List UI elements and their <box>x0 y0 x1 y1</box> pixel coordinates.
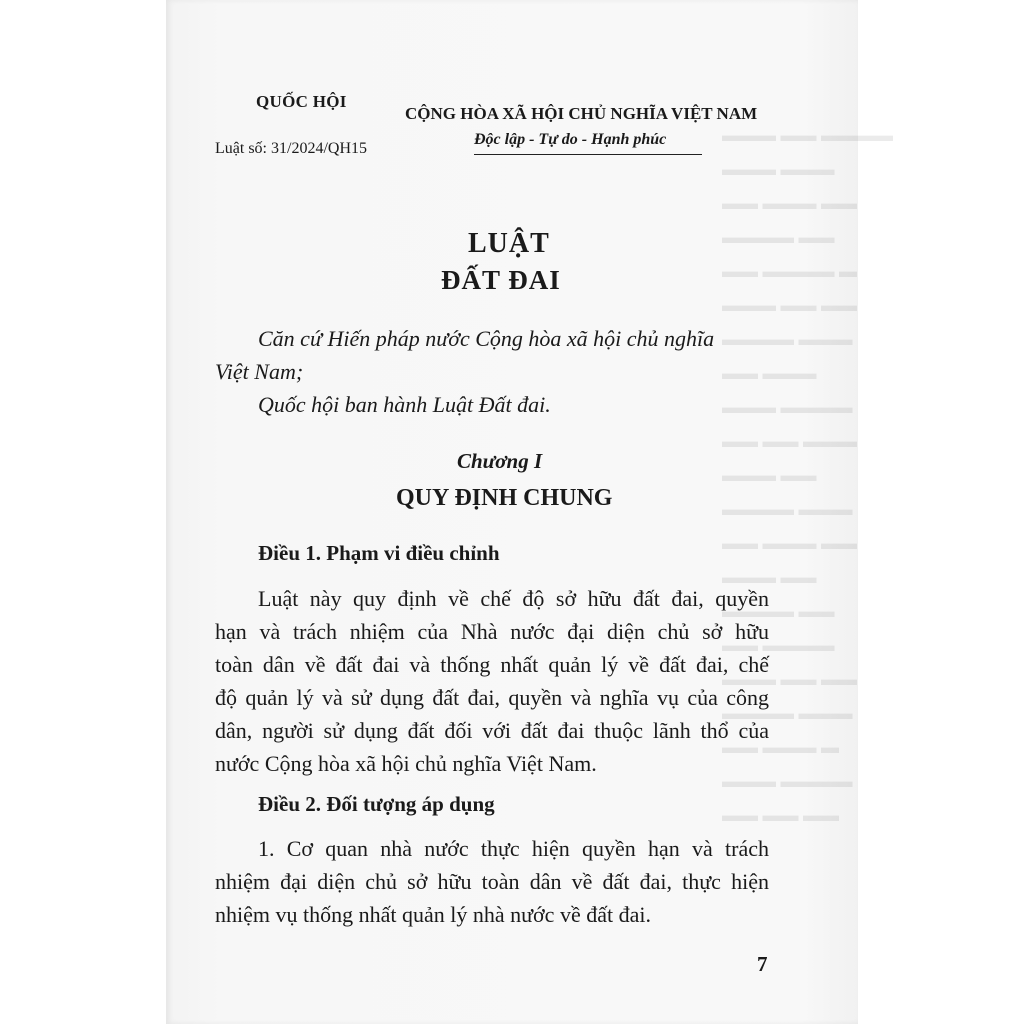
body-line: độ quản lý và sử dụng đất đai, quyền và nghĩa vụ của công <box>215 685 769 710</box>
motto-underline <box>474 154 702 155</box>
republic-heading: CỘNG HÒA XÃ HỘI CHỦ NGHĨA VIỆT NAM <box>405 104 758 123</box>
document-subtitle: ĐẤT ĐAI <box>441 265 561 295</box>
body-line: dân, người sử dụng đất đối với đất đai thuộc lãnh thổ của <box>215 718 769 743</box>
national-motto: Độc lập - Tự do - Hạnh phúc <box>474 131 667 148</box>
show-through-text: ▬▬▬ ▬▬ ▬▬▬▬ ▬▬▬ ▬▬▬ ▬▬ ▬▬▬ ▬▬ ▬▬▬▬ ▬▬ ▬▬ ▬▬▬▬ ▬ ▬▬▬ ▬▬ ▬▬ ▬▬▬▬ ▬▬▬ ▬▬ ▬▬▬ ▬▬▬ ▬▬▬▬ ▬▬ ▬▬ ▬▬▬ ▬▬▬ ▬▬ ▬▬▬▬ ▬▬▬ ▬▬ ▬▬▬ ▬▬ ▬▬▬ ▬▬ ▬▬▬▬ ▬▬ ▬▬ ▬▬▬▬ ▬▬▬ ▬▬ ▬▬ ▬▬▬▬ ▬▬▬ ▬▬ ▬▬▬ ▬ ▬▬▬ ▬▬▬▬ ▬▬ ▬▬ ▬▬ <box>722 125 893 825</box>
body-line: hạn và trách nhiệm của Nhà nước đại diện chủ sở hữu <box>215 619 769 644</box>
body-line: toàn dân về đất đai và thống nhất quản lý về đất đai, chế <box>215 652 769 677</box>
article-2-heading: Điều 2. Đối tượng áp dụng <box>258 792 495 816</box>
document-title: LUẬT <box>468 228 550 259</box>
article-2-body <box>215 832 769 931</box>
preamble-line: Việt Nam; <box>215 359 304 384</box>
body-line: nhiệm vụ thống nhất quản lý nhà nước về đất đai. <box>215 902 651 927</box>
chapter-title: QUY ĐỊNH CHUNG <box>396 485 613 511</box>
preamble-line: Quốc hội ban hành Luật Đất đai. <box>258 392 551 417</box>
chapter-label: Chương I <box>457 449 543 473</box>
article-1-body <box>215 582 769 780</box>
body-line: 1. Cơ quan nhà nước thực hiện quyền hạn và trách <box>258 836 769 861</box>
law-number: Luật số: 31/2024/QH15 <box>215 140 367 157</box>
body-line: nước Cộng hòa xã hội chủ nghĩa Việt Nam. <box>215 751 597 776</box>
issuing-body: QUỐC HỘI <box>256 92 347 111</box>
body-line: nhiệm đại diện chủ sở hữu toàn dân về đất đai, thực hiện <box>215 869 769 894</box>
body-line: Luật này quy định về chế độ sở hữu đất đai, quyền <box>258 586 769 611</box>
article-1-heading: Điều 1. Phạm vi điều chỉnh <box>258 541 500 565</box>
preamble-line: Căn cứ Hiến pháp nước Cộng hòa xã hội chủ nghĩa <box>258 326 715 351</box>
page-number: 7 <box>757 952 768 976</box>
